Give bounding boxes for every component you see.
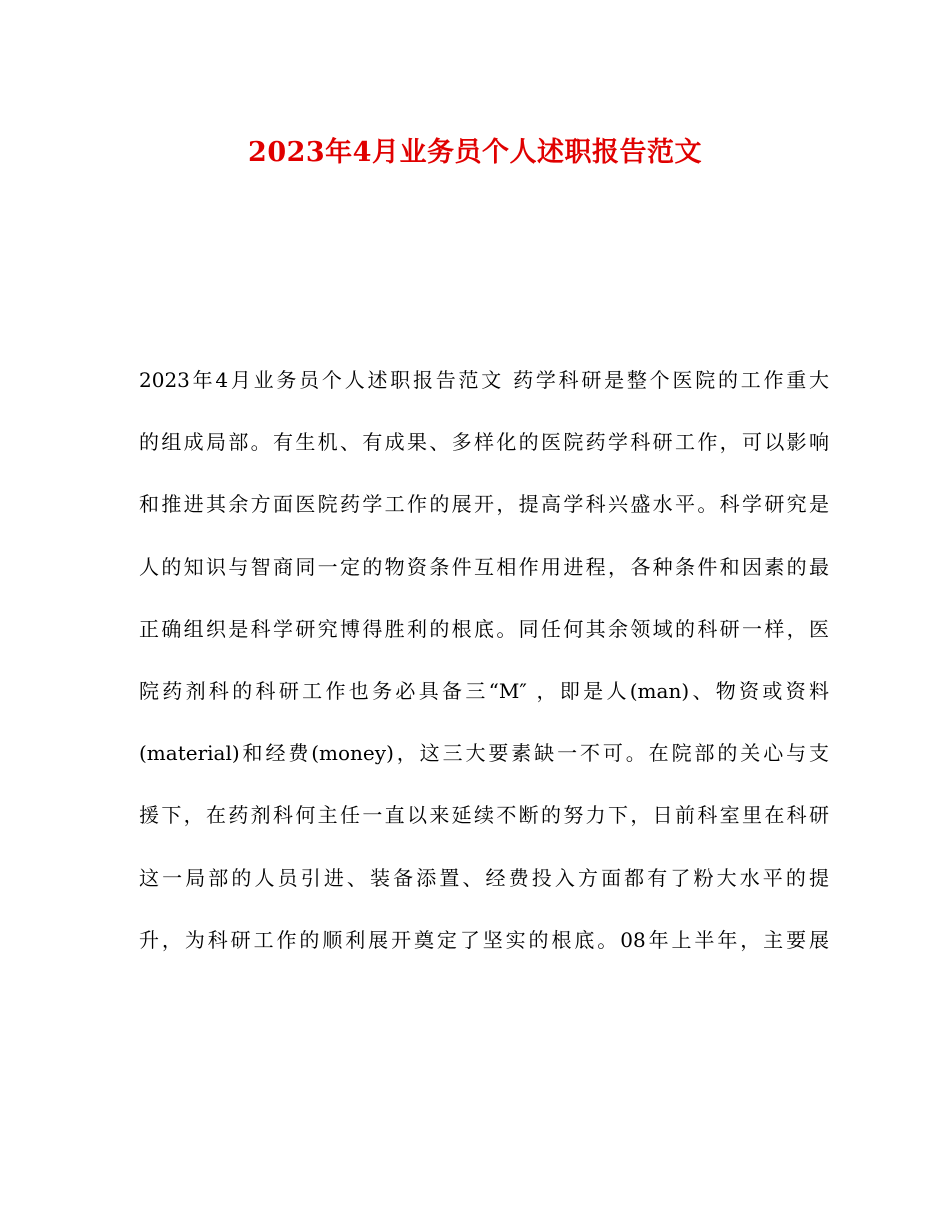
body-line-7: (material)和经费(money)，这三大要素缺一不可。在院部的关心与支 [139, 741, 829, 766]
body-line-1: 2023年4月业务员个人述职报告范文 药学科研是整个医院的工作重大 [139, 368, 829, 392]
body-line-10: 升，为科研工作的顺利展开奠定了坚实的根底。08年上半年，主要展 [139, 927, 829, 952]
body-line-9: 这一局部的人员引进、装备添置、经费投入方面都有了粉大水平的提 [139, 865, 829, 890]
body-line-6: 院药剂科的科研工作也务必具备三“M″ ，即是人(man)、物资或资料 [139, 678, 829, 703]
body-line-3: 和推进其余方面医院药学工作的展开，提高学科兴盛水平。科学研究是 [139, 492, 829, 517]
body-line-4: 人的知识与智商同一定的物资条件互相作用进程，各种条件和因素的最 [139, 554, 829, 579]
body-line-8: 援下，在药剂科何主任一直以来延续不断的努力下，日前科室里在科研 [139, 803, 829, 828]
body-line-5: 正确组织是科学研究博得胜利的根底。同任何其余领域的科研一样，医 [139, 616, 829, 641]
body-line-2: 的组成局部。有生机、有成果、多样化的医院药学科研工作，可以影响 [139, 430, 829, 455]
document-title: 2023年4月业务员个人述职报告范文 [248, 137, 702, 168]
document-body [139, 360, 829, 982]
